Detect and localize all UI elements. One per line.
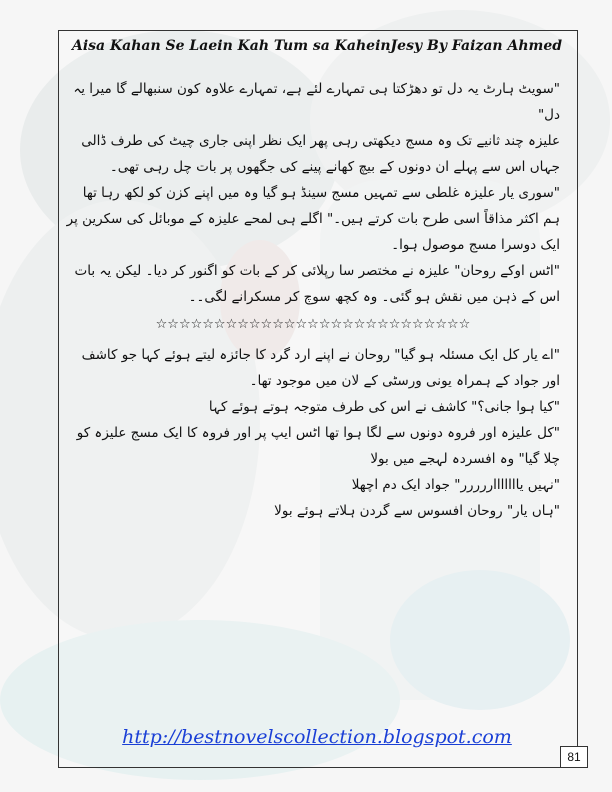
paragraph: "سوری یار علیزہ غلطی سے تمہیں مسج سینڈ ہو گیا وہ میں اپنے کزن کو لکھ رہا تھا ہم اکثر مذاقاً اسی طرح بات کرتے ہیں۔" اگلے ہی لمحے علیزہ کے موبائل کی سکرین پر ایک دوسرا مسج موصول ہوا۔ — [66, 185, 560, 253]
paragraph: "کل علیزہ اور فروہ دونوں سے لگا ہوا تھا اٹس ایپ پر اور فروہ کا ایک مسج علیزہ کو چلا گیا" وہ افسردہ لہجے میں بولا — [76, 425, 560, 467]
page-header-title: Aisa Kahan Se Laein Kah Tum sa KaheinJesy By Faizan Ahmed — [71, 38, 563, 54]
paragraph: "نہیں یاااااااررررر" جواد ایک دم اچھلا — [351, 477, 560, 493]
paragraph: علیزہ چند ثانیے تک وہ مسج دیکھتی رہی پھر ایک نظر اپنی جاری چیٹ کی طرف ڈالی جہاں اس سے پہلے ان دونوں کے بیچ کھانے پینے کی جگھوں پر بات چل رہی تھی۔ — [81, 133, 560, 175]
paragraph: "ہاں یار" روحان افسوس سے گردن ہلاتے ہوئے بولا — [274, 503, 560, 519]
page-number: 81 — [560, 746, 588, 768]
paragraph: "اٹس اوکے روحان" علیزہ نے مختصر سا رپلائی کر کے بات کو اگنور کر دیا۔ لیکن یہ بات اس کے ذہن میں نقش ہو گئی۔ وہ کچھ سوچ کر مسکرانے لگی۔۔ — [74, 263, 560, 305]
blog-link[interactable]: http://bestnovelscollection.blogspot.com — [122, 726, 512, 748]
scene-separator: ☆☆☆☆☆☆☆☆☆☆☆☆☆☆☆☆☆☆☆☆☆☆☆☆☆☆☆ — [155, 317, 471, 332]
novel-text — [66, 76, 560, 524]
paragraph: "اے یار کل ایک مسئلہ ہو گیا" روحان نے اپنے ارد گرد کا جائزہ لیتے ہوئے کہا جو کاشف اور جواد کے ہمراہ یونی ورسٹی کے لان میں موجود تھا۔ — [81, 347, 560, 389]
paragraph: "کیا ہوا جانی؟" کاشف نے اس کی طرف متوجہ ہوتے ہوئے کہا — [208, 399, 560, 415]
paragraph: "سویٹ ہارٹ یہ دل تو دھڑکتا ہی تمہارے لئے ہے، تمہارے علاوہ کون سنبھالے گا میرا یہ دل" — [73, 81, 560, 123]
